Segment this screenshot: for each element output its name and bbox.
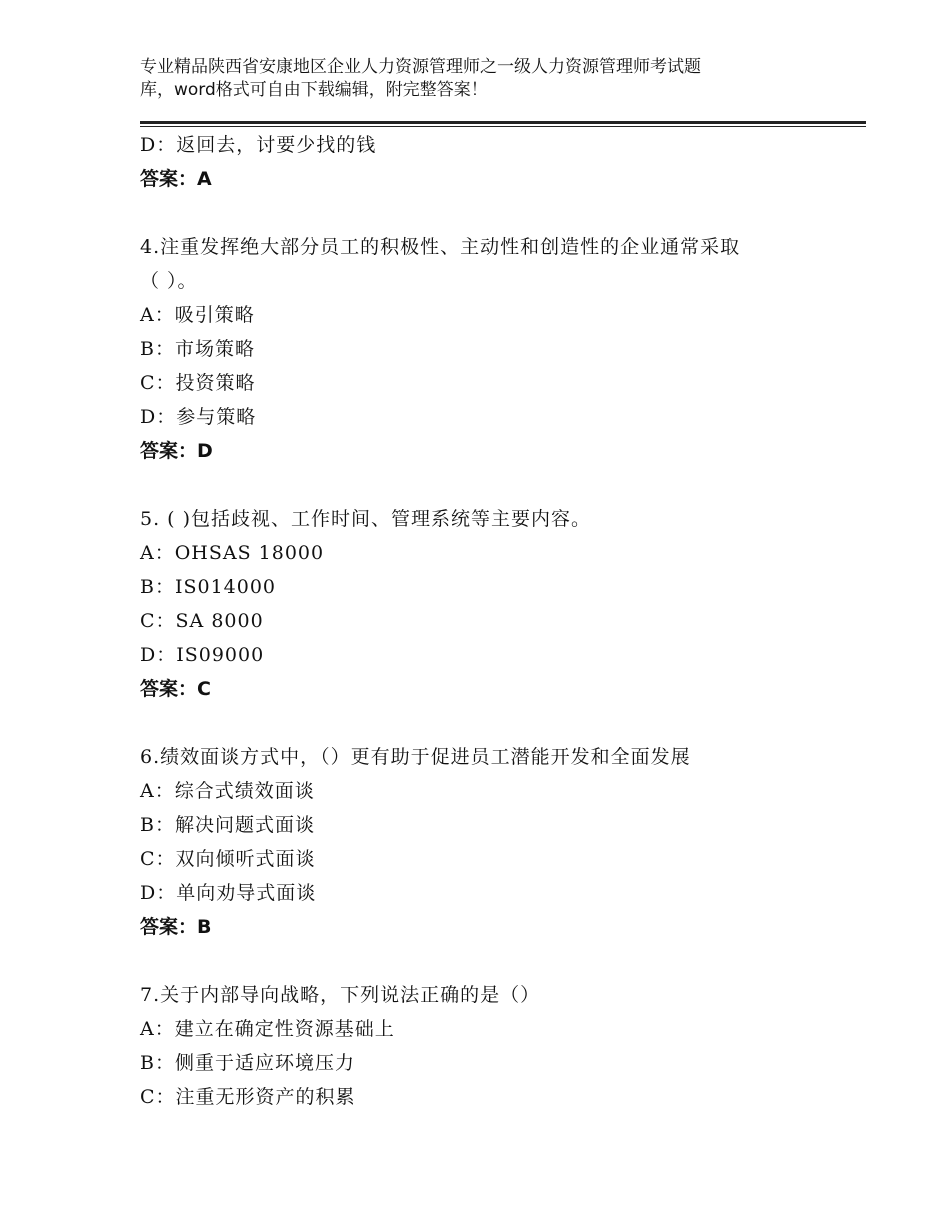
- answer-label: 答案：A: [140, 168, 212, 190]
- option-d: D：参与策略: [140, 406, 257, 428]
- question-stem-continued: （ ）。: [140, 270, 198, 292]
- answer-label: 答案：C: [140, 678, 211, 700]
- header-line-2: 库，word格式可自由下载编辑，附完整答案！: [140, 80, 488, 100]
- option-a: A：综合式绩效面谈: [140, 780, 315, 802]
- question-3-tail: [140, 128, 840, 196]
- question-list: [140, 128, 840, 1114]
- header-divider-thick: [140, 121, 866, 124]
- question-stem: 4.注重发挥绝大部分员工的积极性、主动性和创造性的企业通常采取: [140, 236, 741, 258]
- option-b: B：侧重于适应环境压力: [140, 1052, 355, 1074]
- option-a: A：吸引策略: [140, 304, 255, 326]
- option-a: A：建立在确定性资源基础上: [140, 1018, 395, 1040]
- option-c: C：投资策略: [140, 372, 256, 394]
- option-b: B：解决问题式面谈: [140, 814, 315, 836]
- question-stem: 6.绩效面谈方式中，（）更有助于促进员工潜能开发和全面发展: [140, 746, 691, 768]
- question-stem: 7.关于内部导向战略，下列说法正确的是（）: [140, 984, 541, 1006]
- question-4: [140, 230, 840, 468]
- option-b: B：IS014000: [140, 576, 277, 598]
- header-divider-thin: [140, 126, 866, 127]
- option-c: C：SA 8000: [140, 610, 264, 632]
- header-line-1: 专业精品陕西省安康地区企业人力资源管理师之一级人力资源管理师考试题: [140, 57, 701, 77]
- option-c: C：双向倾听式面谈: [140, 848, 316, 870]
- option-c: C：注重无形资产的积累: [140, 1086, 356, 1108]
- spacer: [140, 944, 840, 978]
- document-header: [140, 56, 800, 102]
- answer-label: 答案：D: [140, 440, 213, 462]
- answer-label: 答案：B: [140, 916, 212, 938]
- spacer: [140, 468, 840, 502]
- option-d: D：返回去，讨要少找的钱: [140, 134, 377, 156]
- question-7: [140, 978, 840, 1114]
- spacer: [140, 196, 840, 230]
- question-stem: 5. ( )包括歧视、工作时间、管理系统等主要内容。: [140, 508, 592, 530]
- option-d: D：IS09000: [140, 644, 265, 666]
- spacer: [140, 706, 840, 740]
- question-5: [140, 502, 840, 706]
- option-a: A：OHSAS 18000: [140, 542, 325, 564]
- option-b: B：市场策略: [140, 338, 255, 360]
- option-d: D：单向劝导式面谈: [140, 882, 317, 904]
- question-6: [140, 740, 840, 944]
